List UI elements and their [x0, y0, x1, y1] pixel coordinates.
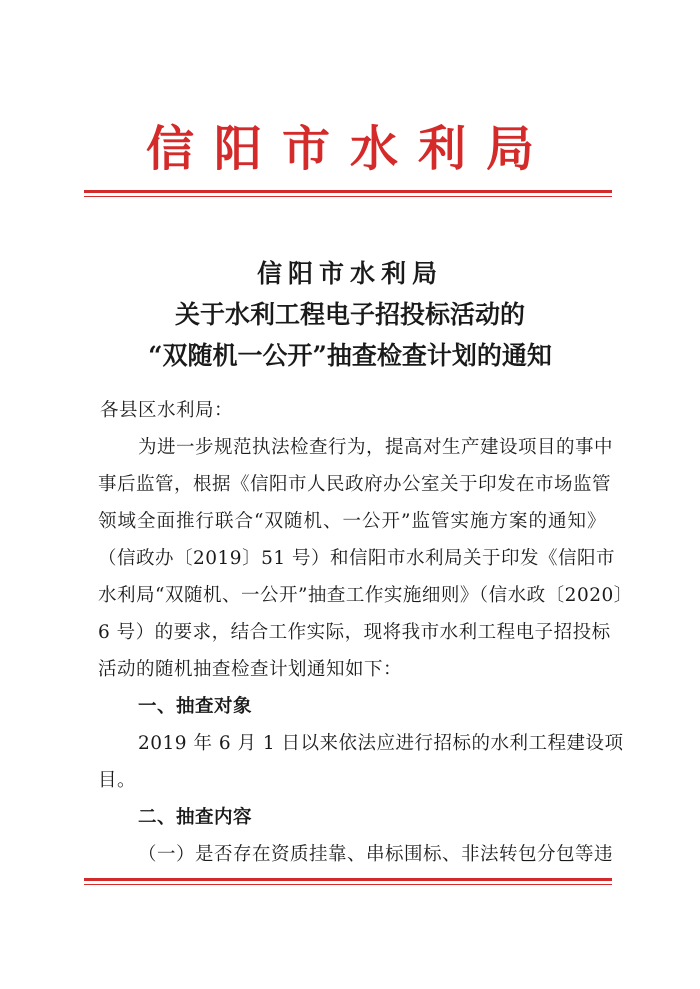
para1-line: 6 号）的要求，结合工作实际，现将我市水利工程电子招投标: [98, 622, 611, 643]
letterhead-rule-bottom: [84, 196, 612, 197]
para1-line: 为进一步规范执法检查行为，提高对生产建设项目的事中: [138, 437, 614, 458]
para1-line: （信政办〔2019〕51 号）和信阳市水利局关于印发《信阳市: [98, 548, 616, 569]
section2-heading: 二、抽查内容: [138, 807, 253, 828]
section1-text-line: 目。: [98, 770, 137, 791]
letterhead-org-name: 信阳市水利局: [145, 121, 554, 177]
footer-rule-bottom: [84, 884, 612, 885]
salutation: 各县区水利局：: [100, 400, 234, 421]
section1-heading: 一、抽查对象: [138, 696, 253, 717]
para1-line: 活动的随机抽查检查计划通知如下：: [98, 659, 403, 680]
doc-title-line-1: 信阳市水利局: [256, 259, 443, 288]
section1-text-line: 2019 年 6 月 1 日以来依法应进行招标的水利工程建设项: [138, 733, 624, 754]
section2-text-line: （一）是否存在资质挂靠、串标围标、非法转包分包等违: [138, 844, 614, 865]
para1-line: 水利局“双随机、一公开”抽查工作实施细则》（信水政〔2020〕: [98, 585, 633, 606]
para1-line: 事后监管，根据《信阳市人民政府办公室关于印发在市场监管: [98, 474, 612, 495]
doc-title-line-3: “双随机一公开”抽查检查计划的通知: [148, 341, 552, 370]
doc-title-line-2: 关于水利工程电子招投标活动的: [174, 300, 525, 329]
para1-line: 领域全面推行联合“双随机、一公开”监管实施方案的通知》: [98, 511, 606, 532]
letterhead-rule-top: [84, 190, 612, 193]
footer-rule-top: [84, 878, 612, 881]
